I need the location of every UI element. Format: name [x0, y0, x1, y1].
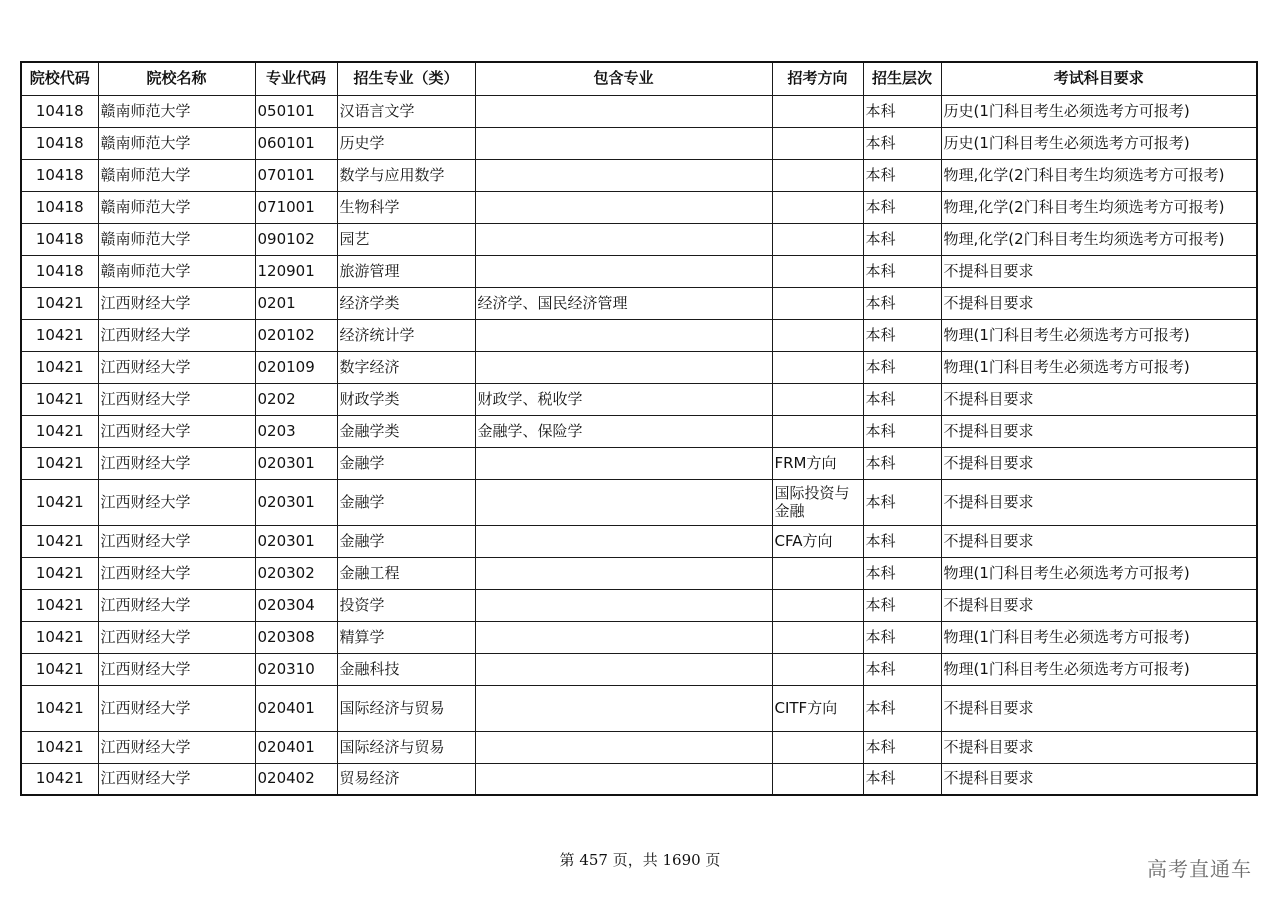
cell-direction	[772, 127, 863, 159]
cell-school-name: 江西财经大学	[98, 447, 255, 479]
cell-major: 金融科技	[337, 653, 475, 685]
cell-included-majors	[475, 255, 772, 287]
table-row	[21, 127, 1257, 159]
cell-major-code: 020304	[255, 589, 337, 621]
cell-level: 本科	[863, 589, 941, 621]
cell-school-name: 赣南师范大学	[98, 255, 255, 287]
cell-subject-requirements: 物理(1门科目考生必须选考方可报考)	[941, 557, 1257, 589]
table-row	[21, 447, 1257, 479]
cell-level: 本科	[863, 763, 941, 795]
cell-school-code: 10418	[21, 223, 98, 255]
cell-included-majors	[475, 621, 772, 653]
header-row	[21, 62, 1257, 95]
cell-level: 本科	[863, 159, 941, 191]
cell-direction	[772, 95, 863, 127]
cell-subject-requirements: 不提科目要求	[941, 415, 1257, 447]
cell-major: 金融学	[337, 525, 475, 557]
cell-major-code: 020302	[255, 557, 337, 589]
cell-included-majors	[475, 653, 772, 685]
cell-major-code: 020402	[255, 763, 337, 795]
cell-school-name: 江西财经大学	[98, 479, 255, 525]
cell-subject-requirements: 不提科目要求	[941, 479, 1257, 525]
cell-school-name: 江西财经大学	[98, 351, 255, 383]
cell-direction	[772, 731, 863, 763]
cell-major-code: 0201	[255, 287, 337, 319]
cell-included-majors	[475, 191, 772, 223]
cell-subject-requirements: 不提科目要求	[941, 383, 1257, 415]
table-row	[21, 95, 1257, 127]
cell-level: 本科	[863, 223, 941, 255]
cell-subject-requirements: 不提科目要求	[941, 731, 1257, 763]
cell-direction	[772, 159, 863, 191]
cell-major-code: 120901	[255, 255, 337, 287]
cell-major: 投资学	[337, 589, 475, 621]
cell-major-code: 020310	[255, 653, 337, 685]
table-row	[21, 255, 1257, 287]
header-direction: 招考方向	[772, 62, 863, 95]
cell-included-majors	[475, 525, 772, 557]
cell-major: 贸易经济	[337, 763, 475, 795]
cell-major-code: 060101	[255, 127, 337, 159]
table-row	[21, 621, 1257, 653]
cell-level: 本科	[863, 287, 941, 319]
table-row	[21, 731, 1257, 763]
header-subject-requirements: 考试科目要求	[941, 62, 1257, 95]
cell-major: 经济学类	[337, 287, 475, 319]
cell-major: 园艺	[337, 223, 475, 255]
cell-school-name: 赣南师范大学	[98, 159, 255, 191]
cell-major-code: 020109	[255, 351, 337, 383]
cell-included-majors	[475, 763, 772, 795]
cell-school-code: 10418	[21, 191, 98, 223]
cell-major-code: 020401	[255, 685, 337, 731]
cell-school-code: 10421	[21, 731, 98, 763]
table-row	[21, 223, 1257, 255]
cell-level: 本科	[863, 351, 941, 383]
cell-school-name: 赣南师范大学	[98, 191, 255, 223]
cell-level: 本科	[863, 319, 941, 351]
cell-subject-requirements: 历史(1门科目考生必须选考方可报考)	[941, 127, 1257, 159]
admission-table-container	[20, 61, 1256, 796]
cell-included-majors	[475, 351, 772, 383]
cell-level: 本科	[863, 653, 941, 685]
cell-school-name: 江西财经大学	[98, 319, 255, 351]
cell-school-code: 10421	[21, 685, 98, 731]
cell-included-majors	[475, 685, 772, 731]
cell-direction	[772, 191, 863, 223]
cell-direction: CITF方向	[772, 685, 863, 731]
cell-school-code: 10418	[21, 95, 98, 127]
cell-direction: CFA方向	[772, 525, 863, 557]
admission-table	[20, 61, 1258, 796]
cell-major-code: 050101	[255, 95, 337, 127]
page-number: 第 457 页，共 1690 页	[559, 851, 721, 869]
cell-direction	[772, 415, 863, 447]
cell-school-code: 10421	[21, 287, 98, 319]
cell-direction: FRM方向	[772, 447, 863, 479]
cell-level: 本科	[863, 191, 941, 223]
cell-level: 本科	[863, 621, 941, 653]
cell-subject-requirements: 不提科目要求	[941, 255, 1257, 287]
cell-subject-requirements: 物理(1门科目考生必须选考方可报考)	[941, 653, 1257, 685]
cell-school-name: 江西财经大学	[98, 621, 255, 653]
cell-school-name: 江西财经大学	[98, 685, 255, 731]
cell-subject-requirements: 物理,化学(2门科目考生均须选考方可报考)	[941, 191, 1257, 223]
cell-direction	[772, 223, 863, 255]
cell-major: 国际经济与贸易	[337, 731, 475, 763]
cell-major-code: 020401	[255, 731, 337, 763]
cell-school-code: 10421	[21, 415, 98, 447]
cell-major-code: 020308	[255, 621, 337, 653]
cell-direction	[772, 255, 863, 287]
cell-level: 本科	[863, 525, 941, 557]
cell-subject-requirements: 不提科目要求	[941, 525, 1257, 557]
table-row	[21, 159, 1257, 191]
table-row	[21, 191, 1257, 223]
cell-major: 经济统计学	[337, 319, 475, 351]
cell-major-code: 071001	[255, 191, 337, 223]
cell-school-name: 江西财经大学	[98, 525, 255, 557]
cell-subject-requirements: 物理,化学(2门科目考生均须选考方可报考)	[941, 159, 1257, 191]
cell-subject-requirements: 物理(1门科目考生必须选考方可报考)	[941, 351, 1257, 383]
cell-school-name: 江西财经大学	[98, 589, 255, 621]
cell-level: 本科	[863, 255, 941, 287]
cell-school-name: 江西财经大学	[98, 763, 255, 795]
cell-included-majors	[475, 479, 772, 525]
cell-major-code: 020301	[255, 479, 337, 525]
watermark-text: 高考直通车	[1147, 857, 1252, 881]
cell-major: 财政学类	[337, 383, 475, 415]
table-body	[21, 95, 1257, 795]
cell-major: 金融学	[337, 479, 475, 525]
cell-level: 本科	[863, 557, 941, 589]
cell-subject-requirements: 不提科目要求	[941, 589, 1257, 621]
cell-school-name: 江西财经大学	[98, 653, 255, 685]
cell-subject-requirements: 历史(1门科目考生必须选考方可报考)	[941, 95, 1257, 127]
cell-direction	[772, 589, 863, 621]
cell-school-name: 江西财经大学	[98, 731, 255, 763]
cell-direction	[772, 763, 863, 795]
cell-included-majors: 财政学、税收学	[475, 383, 772, 415]
table-row	[21, 763, 1257, 795]
cell-level: 本科	[863, 731, 941, 763]
cell-level: 本科	[863, 479, 941, 525]
cell-school-code: 10421	[21, 383, 98, 415]
cell-included-majors	[475, 319, 772, 351]
table-row	[21, 589, 1257, 621]
table-row	[21, 525, 1257, 557]
cell-included-majors: 经济学、国民经济管理	[475, 287, 772, 319]
cell-included-majors	[475, 731, 772, 763]
cell-included-majors	[475, 159, 772, 191]
cell-direction: 国际投资与金融	[772, 479, 863, 525]
table-row	[21, 383, 1257, 415]
cell-level: 本科	[863, 415, 941, 447]
cell-major-code: 020301	[255, 447, 337, 479]
cell-major: 数学与应用数学	[337, 159, 475, 191]
cell-school-code: 10421	[21, 525, 98, 557]
table-row	[21, 557, 1257, 589]
cell-school-code: 10421	[21, 351, 98, 383]
cell-school-code: 10418	[21, 159, 98, 191]
cell-major-code: 070101	[255, 159, 337, 191]
cell-school-code: 10421	[21, 763, 98, 795]
cell-subject-requirements: 物理(1门科目考生必须选考方可报考)	[941, 319, 1257, 351]
cell-school-code: 10421	[21, 319, 98, 351]
cell-major-code: 020102	[255, 319, 337, 351]
table-row	[21, 415, 1257, 447]
cell-major: 汉语言文学	[337, 95, 475, 127]
cell-school-name: 赣南师范大学	[98, 95, 255, 127]
cell-level: 本科	[863, 127, 941, 159]
cell-included-majors	[475, 557, 772, 589]
cell-subject-requirements: 不提科目要求	[941, 287, 1257, 319]
table-row	[21, 287, 1257, 319]
cell-major-code: 0203	[255, 415, 337, 447]
cell-school-code: 10421	[21, 557, 98, 589]
header-level: 招生层次	[863, 62, 941, 95]
cell-level: 本科	[863, 95, 941, 127]
cell-direction	[772, 557, 863, 589]
cell-subject-requirements: 不提科目要求	[941, 763, 1257, 795]
table-row	[21, 479, 1257, 525]
cell-major: 金融工程	[337, 557, 475, 589]
cell-major: 金融学	[337, 447, 475, 479]
cell-direction	[772, 287, 863, 319]
cell-major: 生物科学	[337, 191, 475, 223]
header-major-code: 专业代码	[255, 62, 337, 95]
cell-school-name: 江西财经大学	[98, 383, 255, 415]
header-included-majors: 包含专业	[475, 62, 772, 95]
cell-school-name: 江西财经大学	[98, 415, 255, 447]
header-major: 招生专业（类）	[337, 62, 475, 95]
cell-school-code: 10421	[21, 653, 98, 685]
cell-subject-requirements: 不提科目要求	[941, 685, 1257, 731]
header-school-name: 院校名称	[98, 62, 255, 95]
table-header	[21, 62, 1257, 95]
table-row	[21, 319, 1257, 351]
cell-included-majors: 金融学、保险学	[475, 415, 772, 447]
cell-major: 数字经济	[337, 351, 475, 383]
cell-major: 旅游管理	[337, 255, 475, 287]
cell-subject-requirements: 物理,化学(2门科目考生均须选考方可报考)	[941, 223, 1257, 255]
cell-school-name: 赣南师范大学	[98, 127, 255, 159]
header-school-code: 院校代码	[21, 62, 98, 95]
cell-school-code: 10421	[21, 589, 98, 621]
cell-direction	[772, 351, 863, 383]
cell-included-majors	[475, 447, 772, 479]
cell-level: 本科	[863, 685, 941, 731]
cell-major: 金融学类	[337, 415, 475, 447]
cell-major-code: 0202	[255, 383, 337, 415]
table-row	[21, 685, 1257, 731]
cell-major: 国际经济与贸易	[337, 685, 475, 731]
cell-school-code: 10418	[21, 255, 98, 287]
cell-direction	[772, 319, 863, 351]
table-row	[21, 351, 1257, 383]
cell-direction	[772, 621, 863, 653]
cell-school-code: 10421	[21, 447, 98, 479]
cell-school-code: 10421	[21, 479, 98, 525]
cell-major-code: 020301	[255, 525, 337, 557]
cell-major: 精算学	[337, 621, 475, 653]
cell-level: 本科	[863, 383, 941, 415]
cell-major: 历史学	[337, 127, 475, 159]
cell-school-name: 江西财经大学	[98, 287, 255, 319]
cell-school-code: 10421	[21, 621, 98, 653]
cell-school-name: 江西财经大学	[98, 557, 255, 589]
cell-major-code: 090102	[255, 223, 337, 255]
cell-subject-requirements: 不提科目要求	[941, 447, 1257, 479]
cell-included-majors	[475, 95, 772, 127]
table-row	[21, 653, 1257, 685]
cell-included-majors	[475, 223, 772, 255]
cell-direction	[772, 383, 863, 415]
cell-subject-requirements: 物理(1门科目考生必须选考方可报考)	[941, 621, 1257, 653]
cell-school-name: 赣南师范大学	[98, 223, 255, 255]
cell-level: 本科	[863, 447, 941, 479]
cell-school-code: 10418	[21, 127, 98, 159]
cell-included-majors	[475, 127, 772, 159]
cell-direction	[772, 653, 863, 685]
cell-included-majors	[475, 589, 772, 621]
